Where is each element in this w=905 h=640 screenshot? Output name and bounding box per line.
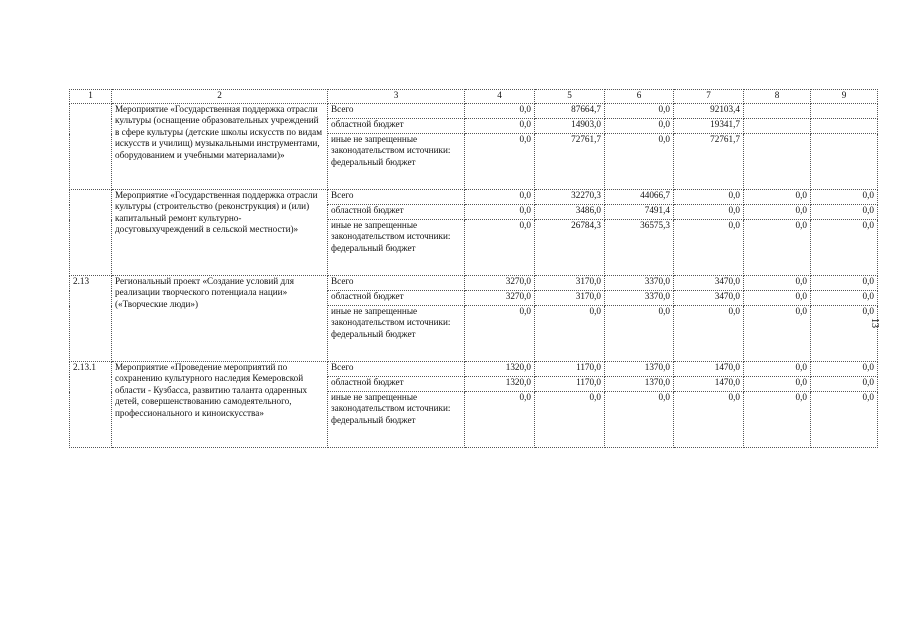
amount-cell: 0,0 bbox=[744, 377, 811, 392]
header-cell: 9 bbox=[811, 90, 878, 104]
amount-cell: 1320,0 bbox=[465, 362, 535, 377]
amount-cell: 0,0 bbox=[605, 104, 674, 119]
amount-cell: 0,0 bbox=[744, 205, 811, 220]
amount-cell: 87664,7 bbox=[535, 104, 605, 119]
amount-cell: 72761,7 bbox=[535, 134, 605, 190]
funding-source: областной бюджет bbox=[328, 291, 465, 306]
amount-cell: 0,0 bbox=[674, 220, 744, 276]
amount-cell: 0,0 bbox=[811, 205, 878, 220]
amount-cell bbox=[811, 134, 878, 190]
table-row bbox=[70, 362, 878, 377]
amount-cell: 0,0 bbox=[744, 291, 811, 306]
amount-cell: 19341,7 bbox=[674, 119, 744, 134]
amount-cell: 44066,7 bbox=[605, 190, 674, 205]
amount-cell: 0,0 bbox=[811, 362, 878, 377]
table-body bbox=[70, 104, 878, 448]
amount-cell: 26784,3 bbox=[535, 220, 605, 276]
amount-cell bbox=[744, 104, 811, 119]
amount-cell: 3170,0 bbox=[535, 291, 605, 306]
amount-cell: 0,0 bbox=[674, 306, 744, 362]
amount-cell: 0,0 bbox=[535, 392, 605, 448]
amount-cell: 3170,0 bbox=[535, 276, 605, 291]
amount-cell: 0,0 bbox=[811, 392, 878, 448]
header-cell: 5 bbox=[535, 90, 605, 104]
amount-cell: 0,0 bbox=[811, 291, 878, 306]
amount-cell: 0,0 bbox=[811, 377, 878, 392]
amount-cell: 0,0 bbox=[605, 119, 674, 134]
amount-cell: 0,0 bbox=[465, 119, 535, 134]
header-cell: 8 bbox=[744, 90, 811, 104]
amount-cell: 1470,0 bbox=[674, 377, 744, 392]
funding-source: областной бюджет bbox=[328, 205, 465, 220]
amount-cell: 0,0 bbox=[605, 306, 674, 362]
amount-cell: 0,0 bbox=[465, 134, 535, 190]
item-name: Мероприятие «Государственная поддержка отрасли культуры (строительство (реконструкция) и (или) капитальный ремонт культурно-досуговыхучреждений в сельской местности)» bbox=[112, 190, 328, 276]
amount-cell: 0,0 bbox=[535, 306, 605, 362]
amount-cell: 1370,0 bbox=[605, 362, 674, 377]
header-cell: 2 bbox=[112, 90, 328, 104]
header-cell: 4 bbox=[465, 90, 535, 104]
amount-cell: 72761,7 bbox=[674, 134, 744, 190]
amount-cell: 7491,4 bbox=[605, 205, 674, 220]
amount-cell: 0,0 bbox=[465, 220, 535, 276]
amount-cell: 32270,3 bbox=[535, 190, 605, 205]
funding-source: Всего bbox=[328, 104, 465, 119]
amount-cell: 3270,0 bbox=[465, 291, 535, 306]
amount-cell: 0,0 bbox=[465, 190, 535, 205]
amount-cell: 1470,0 bbox=[674, 362, 744, 377]
funding-source: иные не запрещенные законодательством источники: федеральный бюджет bbox=[328, 220, 465, 276]
amount-cell: 0,0 bbox=[811, 276, 878, 291]
funding-source: Всего bbox=[328, 362, 465, 377]
amount-cell: 3486,0 bbox=[535, 205, 605, 220]
amount-cell: 0,0 bbox=[744, 190, 811, 205]
amount-cell: 36575,3 bbox=[605, 220, 674, 276]
budget-table bbox=[69, 89, 878, 448]
amount-cell: 0,0 bbox=[674, 392, 744, 448]
item-code: 2.13 bbox=[70, 276, 112, 362]
amount-cell: 0,0 bbox=[605, 134, 674, 190]
amount-cell: 1320,0 bbox=[465, 377, 535, 392]
table-row bbox=[70, 276, 878, 291]
document-sheet bbox=[69, 89, 878, 448]
table-row bbox=[70, 190, 878, 205]
amount-cell: 3470,0 bbox=[674, 291, 744, 306]
amount-cell: 0,0 bbox=[744, 276, 811, 291]
amount-cell bbox=[811, 119, 878, 134]
amount-cell: 0,0 bbox=[605, 392, 674, 448]
header-cell: 1 bbox=[70, 90, 112, 104]
item-code: 2.13.1 bbox=[70, 362, 112, 448]
amount-cell bbox=[744, 119, 811, 134]
header-cell: 3 bbox=[328, 90, 465, 104]
funding-source: Всего bbox=[328, 276, 465, 291]
header-row bbox=[70, 90, 878, 104]
item-name: Мероприятие «Проведение мероприятий по сохранению культурного наследия Кемеровской области - Кузбасса, развитию таланта одаренных детей, совершенствованию самодеятельного, профессионального и киноискусства» bbox=[112, 362, 328, 448]
amount-cell: 14903,0 bbox=[535, 119, 605, 134]
amount-cell: 92103,4 bbox=[674, 104, 744, 119]
table-row bbox=[70, 104, 878, 119]
funding-source: Всего bbox=[328, 190, 465, 205]
amount-cell: 0,0 bbox=[674, 190, 744, 205]
amount-cell bbox=[744, 134, 811, 190]
amount-cell: 3370,0 bbox=[605, 276, 674, 291]
amount-cell: 0,0 bbox=[465, 392, 535, 448]
amount-cell: 0,0 bbox=[811, 220, 878, 276]
amount-cell: 0,0 bbox=[465, 104, 535, 119]
amount-cell: 0,0 bbox=[744, 306, 811, 362]
funding-source: областной бюджет bbox=[328, 377, 465, 392]
amount-cell: 0,0 bbox=[744, 220, 811, 276]
amount-cell: 0,0 bbox=[465, 306, 535, 362]
amount-cell: 0,0 bbox=[674, 205, 744, 220]
amount-cell: 0,0 bbox=[744, 362, 811, 377]
item-code bbox=[70, 104, 112, 190]
item-name: Мероприятие «Государственная поддержка отрасли культуры (оснащение образовательных учреждений в сфере культуры (детские школы искусств по видам искусств и училищ) музыкальными инструментами, оборудованием и учебными материалами)» bbox=[112, 104, 328, 190]
header-cell: 6 bbox=[605, 90, 674, 104]
funding-source: иные не запрещенные законодательством источники: федеральный бюджет bbox=[328, 306, 465, 362]
funding-source: иные не запрещенные законодательством источники: федеральный бюджет bbox=[328, 392, 465, 448]
page-number: 13 bbox=[869, 318, 880, 328]
amount-cell: 1370,0 bbox=[605, 377, 674, 392]
amount-cell: 3470,0 bbox=[674, 276, 744, 291]
amount-cell: 0,0 bbox=[465, 205, 535, 220]
amount-cell: 0,0 bbox=[811, 190, 878, 205]
item-name: Региональный проект «Создание условий для реализации творческого потенциала нации» («Творческие люди») bbox=[112, 276, 328, 362]
amount-cell: 0,0 bbox=[744, 392, 811, 448]
amount-cell: 1170,0 bbox=[535, 362, 605, 377]
amount-cell: 0,0 bbox=[811, 306, 878, 362]
header-cell: 7 bbox=[674, 90, 744, 104]
amount-cell: 1170,0 bbox=[535, 377, 605, 392]
funding-source: иные не запрещенные законодательством источники: федеральный бюджет bbox=[328, 134, 465, 190]
item-code bbox=[70, 190, 112, 276]
amount-cell bbox=[811, 104, 878, 119]
amount-cell: 3270,0 bbox=[465, 276, 535, 291]
funding-source: областной бюджет bbox=[328, 119, 465, 134]
amount-cell: 3370,0 bbox=[605, 291, 674, 306]
